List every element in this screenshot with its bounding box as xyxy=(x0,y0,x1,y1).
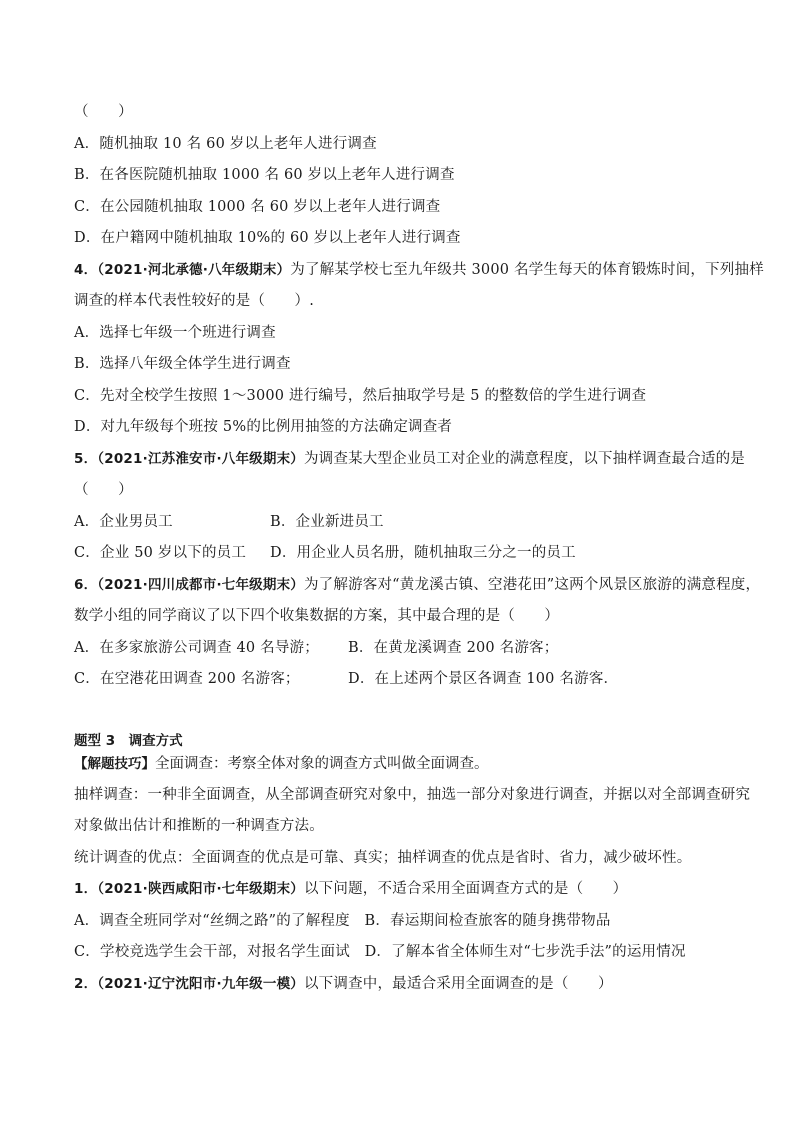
option-c: C．在空港花田调查 200 名游客； xyxy=(74,671,300,687)
section-question-1-stem xyxy=(74,874,734,906)
worksheet-page xyxy=(74,97,764,1000)
question-source: （2021·陕西咸阳市·七年级期末） xyxy=(97,881,304,897)
question-4-stem-cont: 调查的样本代表性较好的是（ ）. xyxy=(74,293,315,309)
options-row-ab xyxy=(74,633,734,665)
option-b: B．选择八年级全体学生进行调查 xyxy=(74,356,291,372)
section-question-2-stem xyxy=(74,969,734,1001)
option-d: D．在上述两个景区各调查 100 名游客． xyxy=(348,671,619,687)
tip-advantages: 统计调查的优点：全面调查的优点是可靠、真实；抽样调查的优点是省时、省力，减少破坏性。 xyxy=(74,849,692,866)
question-number: 6． xyxy=(74,576,98,593)
option-d: D．在户籍网中随机抽取 10%的 60 岁以上老年人进行调查 xyxy=(74,230,461,246)
option-d: D．了解本省全体师生对“七步洗手法”的运用情况 xyxy=(364,944,686,960)
option-c: C．学校竞选学生会干部，对报名学生面试 xyxy=(74,944,350,960)
options-row-cd xyxy=(74,538,734,570)
question-4-stem xyxy=(74,255,764,287)
question-5-stem-cont: （ ） xyxy=(74,482,133,498)
question-text: 以下调查中，最适合采用全面调查的是（ ） xyxy=(303,975,613,992)
question-6-stem xyxy=(74,570,761,602)
question-6-stem-cont: 数学小组的同学商议了以下四个收集数据的方案，其中最合理的是（ ） xyxy=(74,608,560,624)
tip-sampling-survey-cont: 对象做出估计和推断的一种调查方法。 xyxy=(74,818,324,834)
option-a: A．选择七年级一个班进行调查 xyxy=(74,324,276,341)
question-source: （2021·河北承德·八年级期末） xyxy=(97,261,291,278)
option-a: A．调查全班同学对“丝绸之路”的了解程度 xyxy=(74,912,350,929)
option-b: B．春运期间检查旅客的随身携带物品 xyxy=(364,912,611,929)
option-b: B．在黄龙溪调查 200 名游客； xyxy=(348,639,559,656)
option-b: B．企业新进员工 xyxy=(270,513,384,530)
option-d: D．用企业人员名册，随机抽取三分之一的员工 xyxy=(270,545,576,561)
question-text: 为了解某学校七至九年级共 3000 名学生每天的体育锻炼时间，下列抽样 xyxy=(290,261,764,278)
question-text: 以下问题，不适合采用全面调查方式的是（ ） xyxy=(303,881,628,897)
question-number: 4． xyxy=(74,261,98,278)
options-row-cd xyxy=(74,664,734,696)
tip-sampling-survey: 抽样调查：一种非全面调查，从全部调查研究对象中，抽选一部分对象进行调查，并据以对全部调查研究 xyxy=(74,786,751,803)
option-c: C．先对全校学生按照 1～3000 进行编号，然后抽取学号是 5 的整数倍的学生进行调查 xyxy=(74,387,647,404)
option-a: A．在多家旅游公司调查 40 名导游； xyxy=(74,639,319,656)
option-c: C．企业 50 岁以下的员工 xyxy=(74,545,247,561)
question-number: 1． xyxy=(74,881,98,897)
options-row-ab xyxy=(74,507,734,539)
options-row-cd xyxy=(74,937,734,969)
question-5-stem xyxy=(74,444,745,476)
question-text: 为调查某大型企业员工对企业的满意程度，以下抽样调查最合适的是 xyxy=(303,450,745,467)
tip-full-survey: 全面调查：考察全体对象的调查方式叫做全面调查。 xyxy=(155,755,489,772)
answer-paren: （ ） xyxy=(74,104,133,120)
option-a: A．企业男员工 xyxy=(74,513,173,530)
question-number: 2． xyxy=(74,975,98,992)
question-source: （2021·四川成都市·七年级期末） xyxy=(97,576,304,593)
option-d: D．对九年级每个班按 5%的比例用抽签的方法确定调查者 xyxy=(74,419,453,435)
options-row-ab xyxy=(74,906,734,938)
option-b: B．在各医院随机抽取 1000 名 60 岁以上老年人进行调查 xyxy=(74,167,455,183)
option-a: A．随机抽取 10 名 60 岁以上老年人进行调查 xyxy=(74,135,377,152)
option-c: C．在公园随机抽取 1000 名 60 岁以上老年人进行调查 xyxy=(74,198,441,215)
question-number: 5． xyxy=(74,450,98,467)
tips-label: 【解题技巧】 xyxy=(74,755,155,772)
question-source: （2021·江苏淮安市·八年级期末） xyxy=(97,450,304,467)
question-source: （2021·辽宁沈阳市·九年级一模） xyxy=(97,975,304,992)
solving-tips xyxy=(74,752,734,780)
question-text: 为了解游客对“黄龙溪古镇、空港花田”这两个风景区旅游的满意程度， xyxy=(303,576,761,593)
section-heading: 题型 3 调查方式 xyxy=(74,732,183,749)
